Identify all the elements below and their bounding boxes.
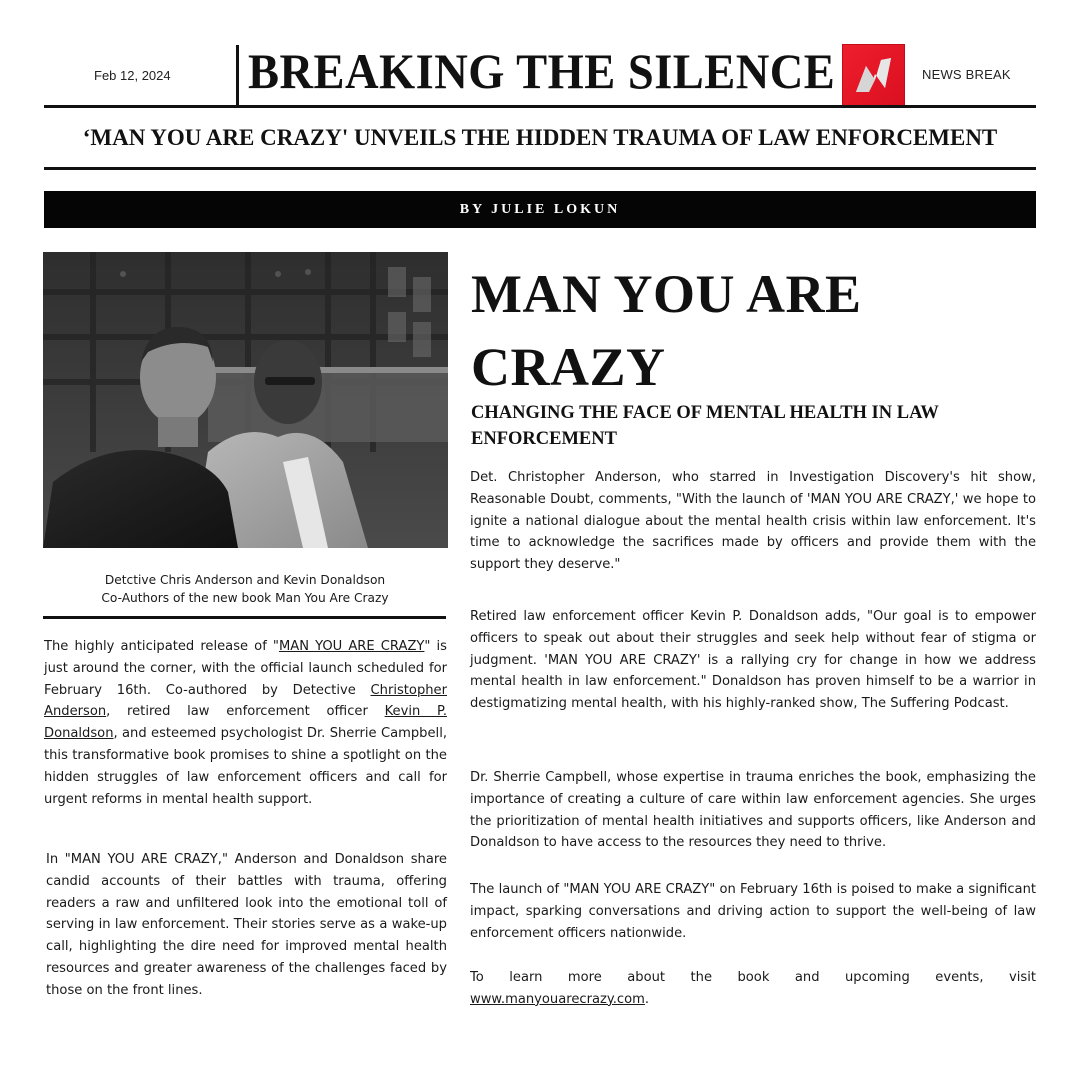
brand-name: NEWS BREAK xyxy=(922,67,1011,82)
photo-caption xyxy=(44,571,446,607)
anderson-quote-paragraph: Det. Christopher Anderson, who starred in Investigation Discovery's hit show, Reasonable Doubt, comments, "With the launch of 'MAN YOU ARE CRAZY,' we hope to ignite a national dialogue about the mental health crisis within law enforcement. It's time to acknowledge the sacrifices made by officers and provide them with the support they deserve." xyxy=(470,470,1036,573)
masthead-title: BREAKING THE SILENCE xyxy=(248,43,836,99)
caption-rule xyxy=(43,616,446,619)
text: The highly anticipated release of " xyxy=(44,639,279,654)
publication-date: Feb 12, 2024 xyxy=(94,68,171,83)
text: , and esteemed psychologist Dr. Sherrie Campbell, this transformative book promises to shine a spotlight on the hidden struggles of law enforcement officers and call for urgent reforms in mental health support. xyxy=(44,726,447,807)
book-title-link[interactable]: MAN YOU ARE CRAZY xyxy=(278,639,425,654)
masthead-divider xyxy=(236,45,239,107)
period: . xyxy=(644,991,650,1007)
intro-paragraph xyxy=(44,636,447,810)
donaldson-quote-paragraph: Retired law enforcement officer Kevin P. Donaldson adds, "Our goal is to empower officers to speak out about their struggles and seek help without fear of stigma or judgment. 'MAN YOU ARE CRAZY' is a rallying cry for change in how we address mental health in law enforcement." Donaldson has proven himself to be a warrior in destigmatizing mental health, with his highly-ranked show, The Suffering Podcast. xyxy=(470,609,1036,712)
christopher-anderson-link[interactable]: Christopher Anderson xyxy=(44,682,447,720)
masthead-rule xyxy=(44,105,1036,108)
newsbreak-logo-icon xyxy=(842,44,905,107)
learn-more-text: To learn more about the book and upcoming events, visit xyxy=(470,970,1036,985)
text: " is just around the corner, with the official launch scheduled for February 16th. Co-authored by Detective xyxy=(44,639,448,698)
learn-more-paragraph xyxy=(470,967,1036,1011)
launch-paragraph: The launch of "MAN YOU ARE CRAZY" on February 16th is poised to make a significant impact, sparking conversations and driving action to support the well-being of law enforcement officers nationwide. xyxy=(470,882,1036,941)
byline: BY JULIE LOKUN xyxy=(44,191,1036,228)
accounts-paragraph: In "MAN YOU ARE CRAZY," Anderson and Donaldson share candid accounts of their battles with trauma, offering readers a raw and unfiltered look into the emotional toll of serving in law enforcement. Their stories serve as a wake-up call, highlighting the dire need for improved mental health resources and greater awareness of the challenges faced by those on the front lines. xyxy=(46,852,447,998)
text: , retired law enforcement officer xyxy=(106,704,385,720)
headline-rule xyxy=(44,167,1036,170)
photo-illustration xyxy=(43,252,448,548)
article-title: MAN YOU ARE CRAZY xyxy=(471,264,862,397)
headline: ‘MAN YOU ARE CRAZY' UNVEILS THE HIDDEN TRAUMA OF LAW ENFORCEMENT xyxy=(82,125,998,150)
article-subtitle: CHANGING THE FACE OF MENTAL HEALTH IN LAW ENFORCEMENT xyxy=(471,403,939,449)
kevin-donaldson-link[interactable]: Kevin P. Donaldson xyxy=(44,704,447,742)
campbell-paragraph: Dr. Sherrie Campbell, whose expertise in trauma enriches the book, emphasizing the importance of creating a culture of care within law enforcement agencies. She urges the prioritization of mental health initiatives and supports officers, like Anderson and Donaldson to have access to the resources they need to thrive. xyxy=(470,770,1036,851)
website-link[interactable]: www.manyouarecrazy.com xyxy=(470,991,645,1007)
caption-line-1: Detctive Chris Anderson and Kevin Donaldson xyxy=(104,573,386,587)
caption-line-2: Co-Authors of the new book Man You Are Crazy xyxy=(101,591,389,605)
authors-photo xyxy=(43,252,448,548)
